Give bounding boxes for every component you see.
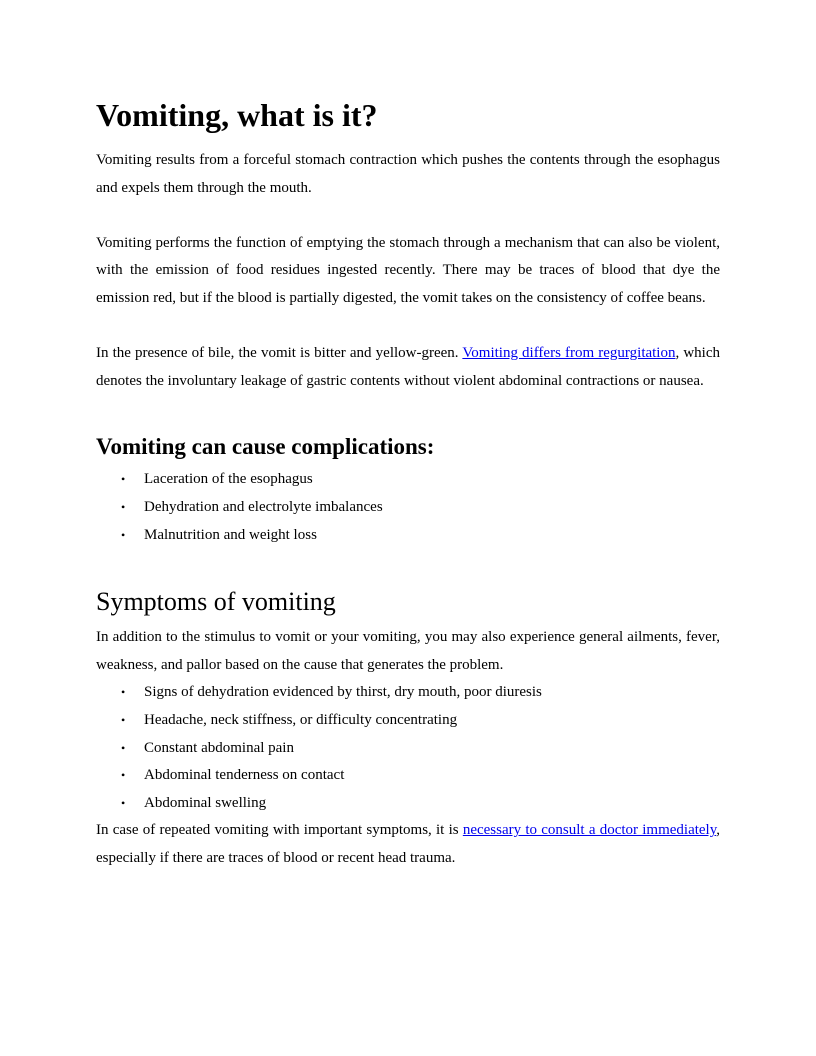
regurgitation-link[interactable]: Vomiting differs from regurgitation	[462, 345, 676, 362]
list-item	[121, 466, 720, 494]
list-item	[121, 679, 720, 707]
list-item-text: Malnutrition and weight loss	[144, 526, 317, 543]
list-item-text: Abdominal tenderness on contact	[144, 767, 345, 784]
intro-paragraph-1: Vomiting results from a forceful stomach contraction which pushes the contents through the esophagus and expels them through the mouth.	[96, 152, 720, 196]
list-item	[121, 522, 720, 550]
bullet-icon: •	[121, 472, 126, 487]
bile-text-after: , which denotes the involuntary leakage of gastric contents without violent abdominal contractions or nausea.	[96, 345, 720, 389]
closing-text-before: In case of repeated vomiting with important symptoms, it is	[96, 822, 463, 839]
intro-paragraph-2: Vomiting performs the function of emptying the stomach through a mechanism that can also be violent, with the emission of food residues ingested recently. There may be traces of blood that dye the emission red, but if the blood is partially digested, the vomit takes on the consistency of coffee beans.	[96, 234, 720, 306]
list-item	[121, 494, 720, 522]
list-item-text: Signs of dehydration evidenced by thirst, dry mouth, poor diuresis	[144, 684, 542, 701]
symptoms-heading: Symptoms of vomiting	[96, 587, 336, 617]
bile-text-before: In the presence of bile, the vomit is bitter and yellow-green.	[96, 345, 463, 362]
list-item-text: Constant abdominal pain	[144, 739, 294, 756]
page-title: Vomiting, what is it?	[96, 97, 378, 133]
bullet-icon: •	[121, 712, 126, 727]
list-item-text: Dehydration and electrolyte imbalances	[144, 498, 383, 515]
complications-list	[96, 466, 720, 549]
list-item	[121, 790, 720, 818]
bullet-icon: •	[121, 499, 126, 514]
bile-paragraph	[96, 340, 720, 395]
list-item-text: Headache, neck stiffness, or difficulty concentrating	[144, 711, 458, 728]
bullet-icon: •	[121, 795, 126, 810]
bullet-icon: •	[121, 527, 126, 542]
bullet-icon: •	[121, 768, 126, 783]
list-item-text: Abdominal swelling	[144, 794, 267, 811]
list-item	[121, 735, 720, 763]
symptoms-intro: In addition to the stimulus to vomit or your vomiting, you may also experience general ailments, fever, weakness, and pallor based on the cause that generates the problem.	[96, 629, 720, 673]
list-item	[121, 707, 720, 735]
consult-doctor-link[interactable]: necessary to consult a doctor immediately	[462, 822, 717, 839]
symptoms-closing	[96, 817, 720, 872]
complications-heading: Vomiting can cause complications:	[96, 434, 435, 460]
list-item-text: Laceration of the esophagus	[144, 471, 313, 488]
list-item	[121, 762, 720, 790]
closing-text-after: , especially if there are traces of blood or recent head trauma.	[96, 822, 721, 866]
bullet-icon: •	[121, 740, 126, 755]
bullet-icon: •	[121, 685, 126, 700]
symptoms-list	[96, 679, 720, 817]
